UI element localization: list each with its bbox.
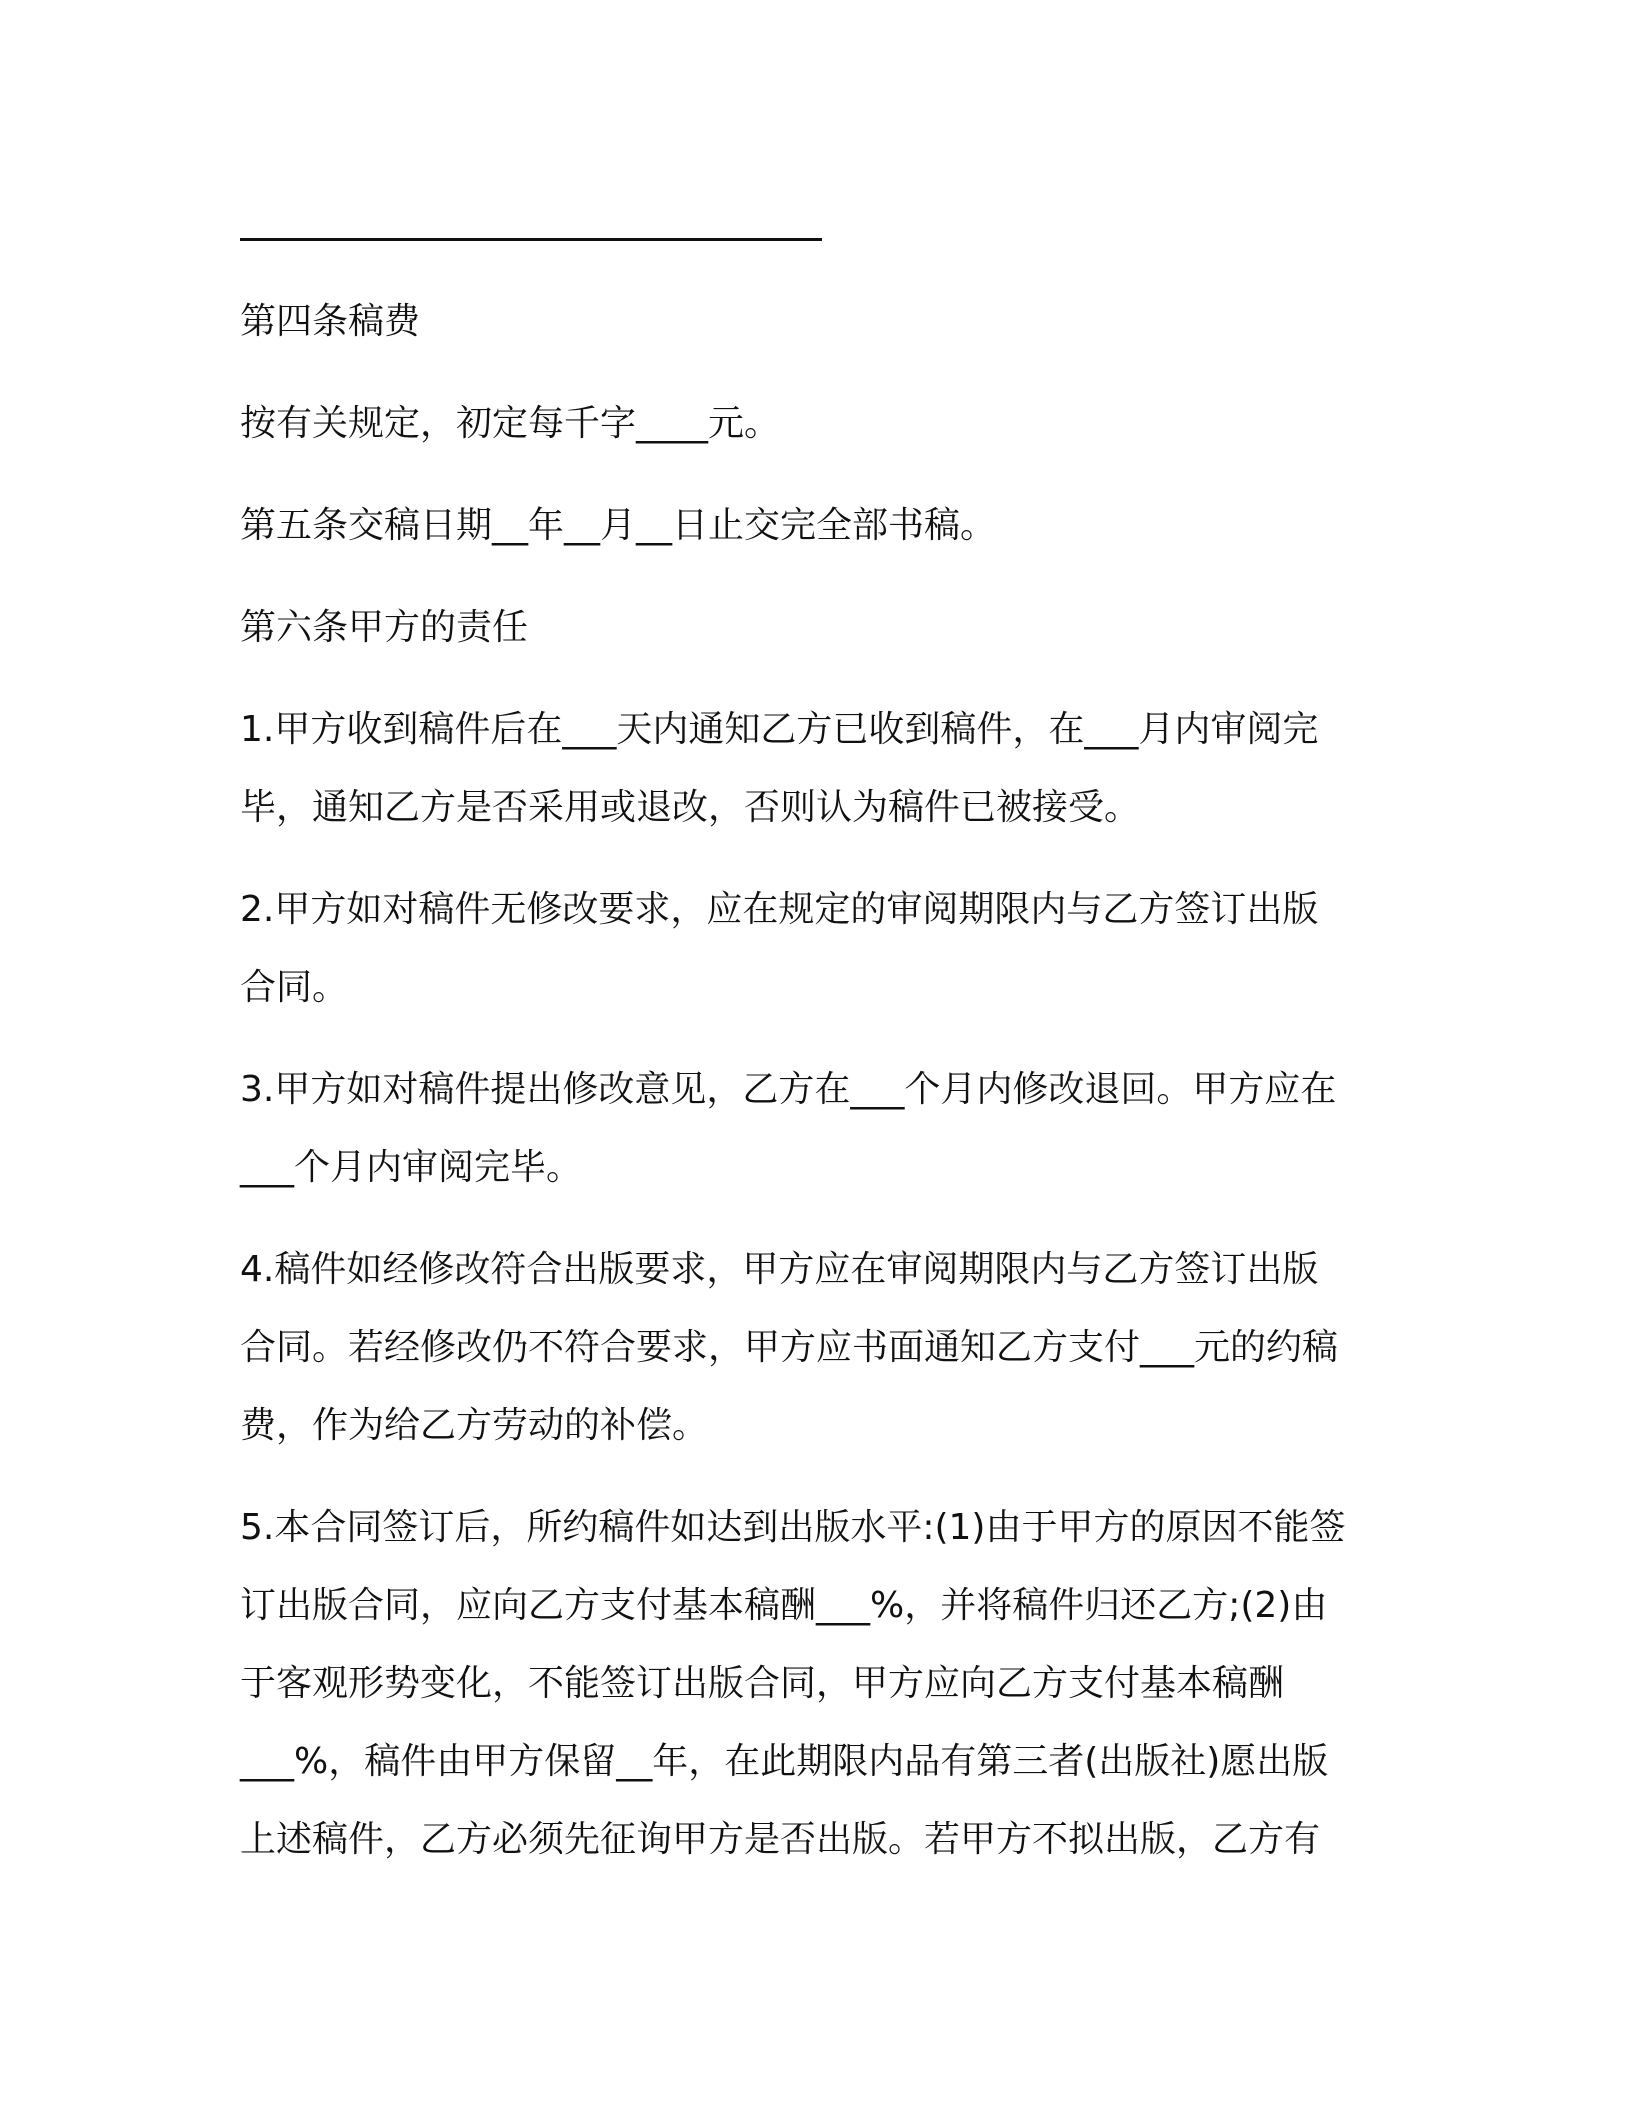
text-line: ___个月内审阅完毕。 (240, 1147, 583, 1188)
fill-in-blank-rule (240, 238, 822, 241)
document-body (240, 200, 1400, 1903)
text-line: 第四条稿费 (240, 301, 421, 342)
text-line: 第五条交稿日期__年__月__日止交完全部书稿。 (240, 505, 997, 546)
text-line: ___%，稿件由甲方保留__年，在此期限内品有第三者(出版社)愿出版 (240, 1741, 1329, 1782)
article-6-item-5 (240, 1489, 1400, 1879)
text-line: 于客观形势变化，不能签订出版合同，甲方应向乙方支付基本稿酬 (240, 1663, 1285, 1704)
text-line: 毕，通知乙方是否采用或退改，否则认为稿件已被接受。 (240, 787, 1141, 828)
article-4-body (240, 385, 1400, 463)
text-line: 4.稿件如经修改符合出版要求，甲方应在审阅期限内与乙方签订出版 (240, 1249, 1319, 1290)
article-6-item-3 (240, 1051, 1400, 1207)
text-line: 合同。 (240, 967, 349, 1008)
text-line: 订出版合同，应向乙方支付基本稿酬___%，并将稿件归还乙方;(2)由 (240, 1585, 1328, 1626)
article-6-item-4 (240, 1231, 1400, 1465)
text-line: 按有关规定，初定每千字____元。 (240, 403, 781, 444)
text-line: 第六条甲方的责任 (240, 607, 529, 648)
article-4-heading (240, 283, 1400, 361)
text-line: 2.甲方如对稿件无修改要求，应在规定的审阅期限内与乙方签订出版 (240, 889, 1319, 930)
article-6-heading (240, 589, 1400, 667)
text-line: 5.本合同签订后，所约稿件如达到出版水平:(1)由于甲方的原因不能签 (240, 1507, 1346, 1548)
text-line: 1.甲方收到稿件后在___天内通知乙方已收到稿件，在___月内审阅完 (240, 709, 1319, 750)
article-5 (240, 487, 1400, 565)
text-line: 合同。若经修改仍不符合要求，甲方应书面通知乙方支付___元的约稿 (240, 1327, 1339, 1368)
article-6-item-2 (240, 871, 1400, 1027)
text-line: 上述稿件，乙方必须先征询甲方是否出版。若甲方不拟出版，乙方有 (240, 1819, 1321, 1860)
text-line: 3.甲方如对稿件提出修改意见，乙方在___个月内修改退回。甲方应在 (240, 1069, 1337, 1110)
text-line: 费，作为给乙方劳动的补偿。 (240, 1405, 709, 1446)
article-6-item-1 (240, 691, 1400, 847)
